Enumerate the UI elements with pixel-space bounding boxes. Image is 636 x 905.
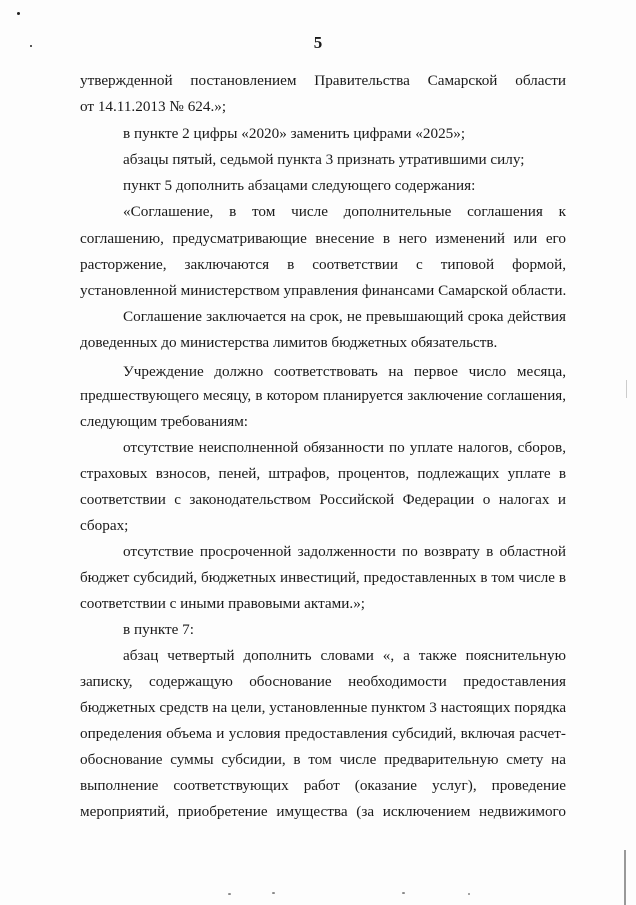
scan-speck xyxy=(402,892,405,894)
scan-speck xyxy=(30,45,32,47)
text-line: предшествующего месяцу, в котором планируется заключение соглашения, xyxy=(80,388,566,404)
page-number: 5 xyxy=(313,33,323,52)
text-line: установленной министерством управления финансами Самарской области. xyxy=(80,282,567,299)
text-line: абзацы пятый, седьмой пункта 3 признать утратившими силу; xyxy=(123,151,525,168)
text-line: абзац четвертый дополнить словами «, а также пояснительную xyxy=(123,647,566,664)
text-line: мероприятий, приобретение имущества (за исключением недвижимого xyxy=(80,803,566,820)
text-line: доведенных до министерства лимитов бюджетных обязательств. xyxy=(80,334,498,351)
text-line: определения объема и условия предоставления субсидий, включая расчет- xyxy=(80,725,566,742)
text-line: Соглашение заключается на срок, не превышающий срока действия xyxy=(123,308,566,325)
text-line: сборах; xyxy=(80,517,129,534)
text-line: бюджет субсидий, бюджетных инвестиций, предоставленных в том числе в xyxy=(80,570,566,586)
text-line: в пункте 7: xyxy=(123,621,194,638)
text-line: в пункте 2 цифры «2020» заменить цифрами «2025»; xyxy=(123,125,466,142)
text-line: записку, содержащую обоснование необходимости предоставления xyxy=(80,673,566,690)
text-line: соответствии с иными правовыми актами.»; xyxy=(80,595,366,612)
text-line: утвержденной постановлением Правительства Самарской области xyxy=(80,72,566,89)
text-line: следующим требованиям: xyxy=(80,413,249,430)
scan-speck xyxy=(17,12,20,15)
text-line: «Соглашение, в том числе дополнительные соглашения к xyxy=(123,203,566,220)
scan-speck xyxy=(228,893,231,895)
text-line: выполнение соответствующих работ (оказание услуг), проведение xyxy=(80,777,566,794)
text-line: соответствии с законодательством Российской Федерации о налогах и xyxy=(80,491,566,508)
text-line: соглашению, предусматривающие внесение в него изменений или его xyxy=(80,230,566,247)
text-line: отсутствие просроченной задолженности по возврату в областной xyxy=(123,543,566,560)
scan-speck xyxy=(272,892,275,894)
scan-edge-mark xyxy=(626,380,627,398)
scan-edge-mark xyxy=(624,850,626,905)
scan-speck xyxy=(468,893,470,895)
text-line: от 14.11.2013 № 624.»; xyxy=(80,98,227,115)
text-line: расторжение, заключаются в соответствии с типовой формой, xyxy=(80,256,566,273)
text-line: Учреждение должно соответствовать на первое число месяца, xyxy=(123,363,566,380)
text-line: пункт 5 дополнить абзацами следующего содержания: xyxy=(123,177,476,194)
text-line: страховых взносов, пеней, штрафов, процентов, подлежащих уплате в xyxy=(80,465,566,482)
text-line: бюджетных средств на цели, установленные пунктом 3 настоящих порядка xyxy=(80,699,567,716)
text-line: обоснование суммы субсидии, в том числе предварительную смету на xyxy=(80,751,566,768)
text-line: отсутствие неисполненной обязанности по уплате налогов, сборов, xyxy=(123,439,566,456)
